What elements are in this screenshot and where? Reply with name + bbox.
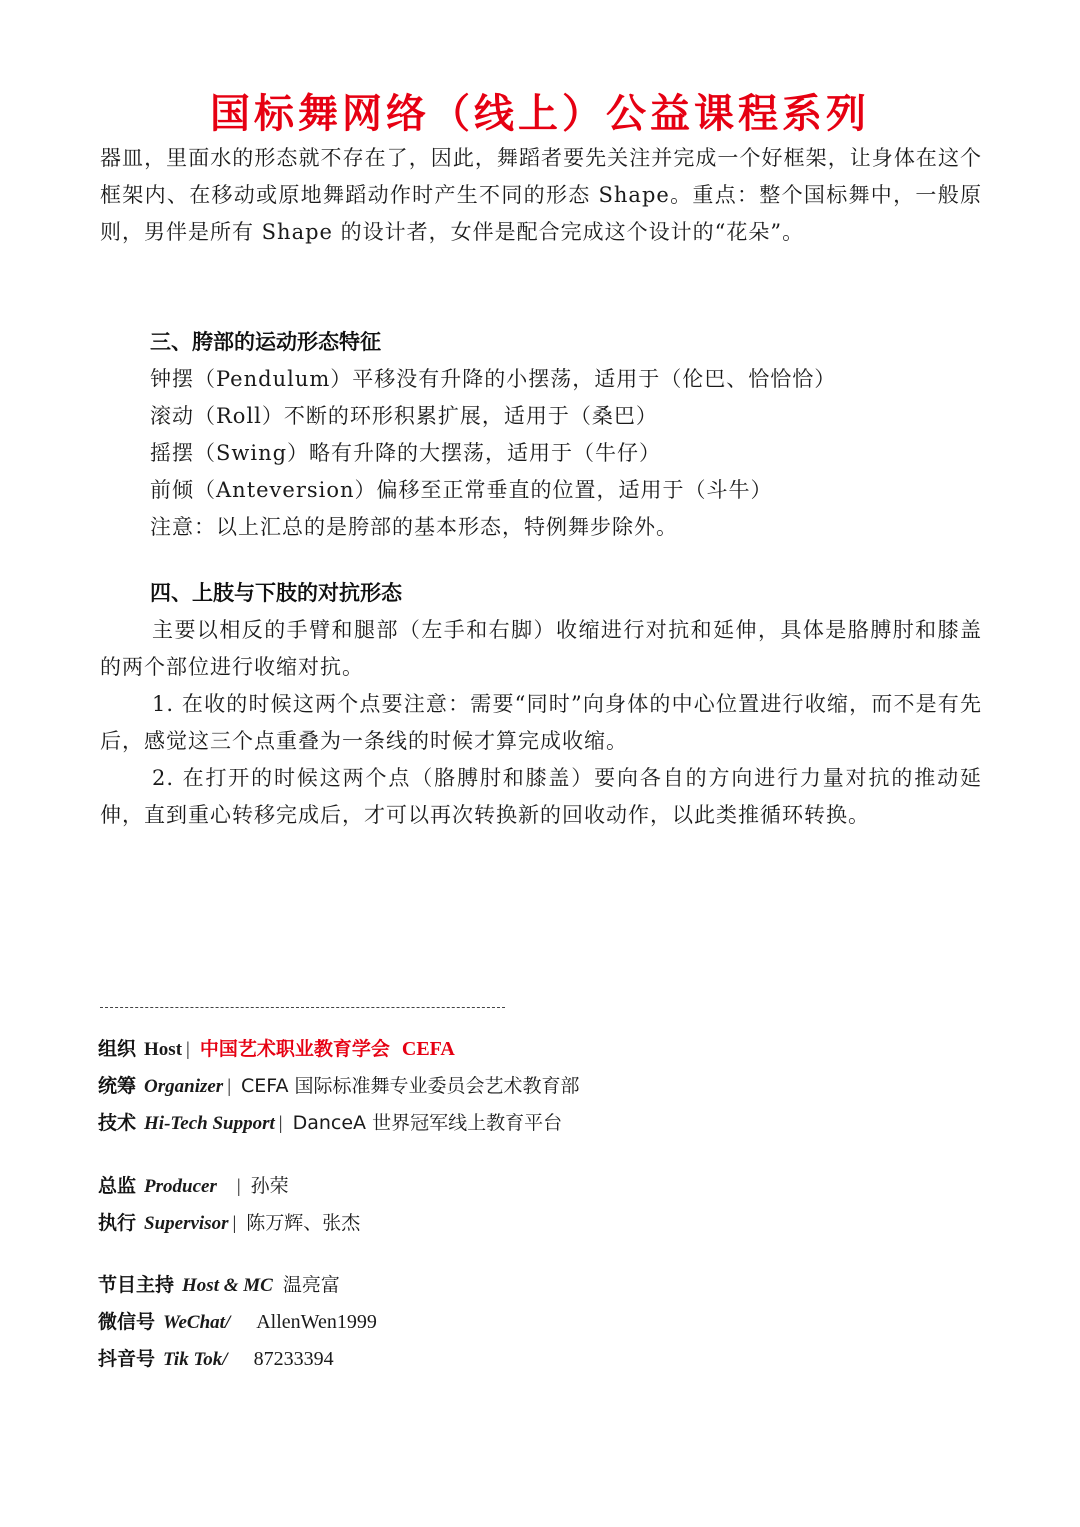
credit-label-en: Producer <box>144 1176 217 1197</box>
credit-label: 技术 <box>98 1112 137 1134</box>
list-item: 注意：以上汇总的是胯部的基本形态，特例舞步除外。 <box>150 515 678 539</box>
section-4-point-2: 2. 在打开的时候这两个点（胳膊肘和膝盖）要向各自的方向进行力量对抗的推动延伸，直到重心转移完成后，才可以再次转换新的回收动作，以此类推循环转换。 <box>100 766 982 827</box>
credits-block-3 <box>98 1267 377 1378</box>
credit-producer <box>98 1168 360 1205</box>
credit-host <box>98 1031 580 1068</box>
credit-label: 微信号 <box>98 1311 156 1333</box>
credit-label: 抖音号 <box>98 1348 156 1370</box>
section-3-heading: 三、胯部的运动形态特征 <box>150 330 381 354</box>
credit-label-en: Tik Tok/ <box>163 1349 228 1370</box>
credit-label: 节目主持 <box>98 1274 175 1296</box>
credit-value: DanceA 世界冠军线上教育平台 <box>292 1112 563 1134</box>
credit-supervisor <box>98 1205 360 1242</box>
credit-value: 中国艺术职业教育学会 <box>199 1038 390 1060</box>
list-item: 钟摆（Pendulum）平移没有升降的小摆荡，适用于（伦巴、恰恰恰） <box>150 367 837 391</box>
credit-value: 陈万辉、张杰 <box>246 1212 361 1234</box>
list-item: 摇摆（Swing）略有升降的大摆荡，适用于（牛仔） <box>150 441 662 465</box>
page-title: 国标舞网络（线上）公益课程系列 <box>210 90 870 137</box>
credit-value: 87233394 <box>253 1348 334 1370</box>
divider <box>100 1007 505 1008</box>
section-4-point-1: 1. 在收的时候这两个点要注意：需要“同时”向身体的中心位置进行收缩，而不是有先后，感觉这三个点重叠为一条线的时候才算完成收缩。 <box>100 692 982 753</box>
separator: | <box>232 1213 237 1234</box>
credit-label: 总监 <box>98 1175 137 1197</box>
credit-label-en: Host & MC <box>182 1275 273 1296</box>
list-item: 滚动（Roll）不断的环形积累扩展，适用于（桑巴） <box>150 404 658 428</box>
credit-organizer <box>98 1068 580 1105</box>
credit-value: 温亮富 <box>282 1274 340 1296</box>
credit-value: CEFA 国际标准舞专业委员会艺术教育部 <box>241 1075 580 1097</box>
credit-label-en: WeChat/ <box>163 1312 231 1333</box>
credit-label-en: Organizer <box>144 1076 224 1097</box>
credit-label: 执行 <box>98 1212 137 1234</box>
intro-paragraph: 器皿，里面水的形态就不存在了，因此，舞蹈者要先关注并完成一个好框架，让身体在这个框架内、在移动或原地舞蹈动作时产生不同的形态 Shape。重点：整个国标舞中，一般原则，男伴是所有 Shape 的设计者，女伴是配合完成这个设计的“花朵”。 <box>100 146 982 244</box>
credit-value: AllenWen1999 <box>256 1311 377 1333</box>
credit-label: 统筹 <box>98 1075 137 1097</box>
section-4-heading: 四、上肢与下肢的对抗形态 <box>150 581 402 605</box>
credit-label: 组织 <box>98 1038 137 1060</box>
credits-block-2 <box>98 1168 360 1242</box>
list-item: 前倾（Anteversion）偏移至正常垂直的位置，适用于（斗牛） <box>150 478 773 502</box>
credit-label-en: Supervisor <box>144 1213 229 1234</box>
credit-value: 孙荣 <box>250 1175 289 1197</box>
separator: | <box>227 1076 232 1097</box>
credit-value-abbr: CEFA <box>401 1038 455 1060</box>
hip-motion-list <box>150 361 836 546</box>
credit-mc <box>98 1267 377 1304</box>
section-4-paragraph: 主要以相反的手臂和腿部（左手和右脚）收缩进行对抗和延伸，具体是胳膊肘和膝盖的两个部位进行收缩对抗。 <box>100 618 982 679</box>
credit-tiktok <box>98 1341 377 1378</box>
credit-tech <box>98 1105 580 1142</box>
credit-wechat <box>98 1304 377 1341</box>
separator: | <box>236 1176 241 1197</box>
credit-label-en: Host <box>144 1039 183 1060</box>
separator: | <box>186 1039 190 1060</box>
credits-block-1 <box>98 1031 580 1142</box>
separator: | <box>278 1113 283 1134</box>
credit-label-en: Hi-Tech Support <box>144 1113 275 1134</box>
